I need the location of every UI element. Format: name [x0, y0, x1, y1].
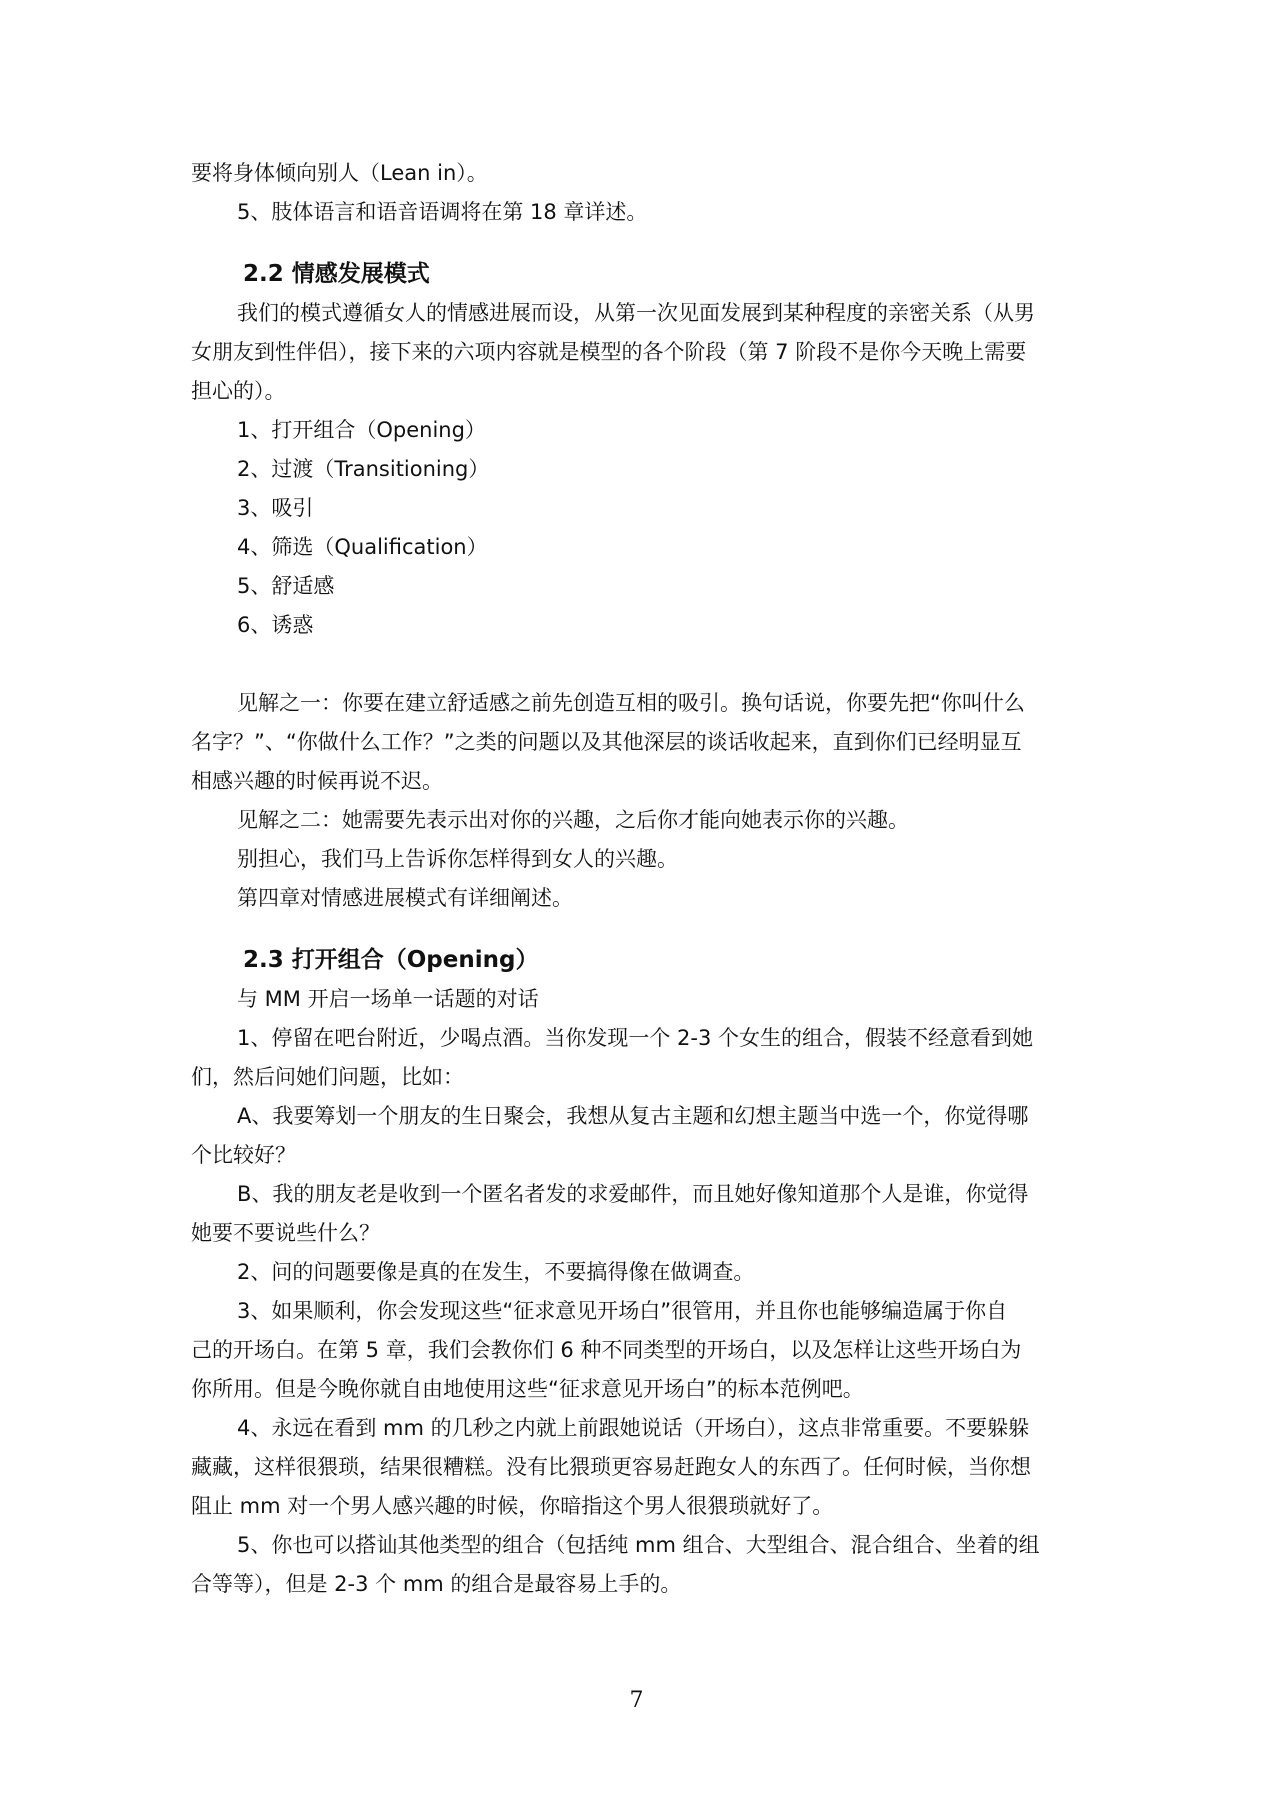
example-b-line: 她要不要说些什么？ — [191, 1221, 380, 1245]
item-five-line: 合等等），但是 2-3 个 mm 的组合是最容易上手的。 — [191, 1572, 682, 1596]
item-one-line: 1、停留在吧台附近，少喝点酒。当你发现一个 2-3 个女生的组合，假装不经意看到她 — [237, 1026, 1034, 1050]
example-b-line: B、我的朋友老是收到一个匿名者发的求爱邮件，而且她好像知道那个人是谁，你觉得 — [237, 1182, 1029, 1206]
paragraph-line: 我们的模式遵循女人的情感进展而设，从第一次见面发展到某种程度的亲密关系（从男 — [237, 301, 1035, 325]
item-three-line: 你所用。但是今晚你就自由地使用这些“征求意见开场白”的标本范例吧。 — [191, 1377, 864, 1401]
section-heading-2-2: 2.2 情感发展模式 — [243, 261, 430, 287]
stage-list-item: 5、舒适感 — [237, 574, 335, 598]
stage-list-item: 2、过渡（Transitioning） — [237, 457, 490, 481]
example-a-line: A、我要筹划一个朋友的生日聚会，我想从复古主题和幻想主题当中选一个，你觉得哪 — [237, 1104, 1029, 1128]
paragraph-line: 担心的）。 — [191, 379, 286, 403]
item-three-line: 己的开场白。在第 5 章，我们会教你们 6 种不同类型的开场白，以及怎样让这些开场白为 — [191, 1338, 1022, 1362]
paragraph-line: 女朋友到性伴侣），接下来的六项内容就是模型的各个阶段（第 7 阶段不是你今天晚上需要 — [191, 340, 1027, 364]
stage-list-item: 6、诱惑 — [237, 613, 314, 637]
insight-one-line: 见解之一：你要在建立舒适感之前先创造互相的吸引。换句话说，你要先把“你叫什么 — [237, 691, 1025, 715]
stage-list-item: 1、打开组合（Opening） — [237, 418, 486, 442]
section-heading-2-3: 2.3 打开组合（Opening） — [243, 947, 539, 973]
insight-one-line: 相感兴趣的时候再说不迟。 — [191, 769, 443, 793]
stage-list-item: 4、筛选（Qualification） — [237, 535, 488, 559]
dont-worry-line: 别担心，我们马上告诉你怎样得到女人的兴趣。 — [237, 847, 678, 871]
insight-two: 见解之二：她需要先表示出对你的兴趣，之后你才能向她表示你的兴趣。 — [237, 808, 909, 832]
item-four-line: 4、永远在看到 mm 的几秒之内就上前跟她说话（开场白），这点非常重要。不要躲躲 — [237, 1416, 1030, 1440]
item-two: 2、问的问题要像是真的在发生，不要搞得像在做调查。 — [237, 1260, 755, 1284]
text-line-body-language: 5、肢体语言和语音语调将在第 18 章详述。 — [237, 200, 648, 224]
stage-list-item: 3、吸引 — [237, 496, 314, 520]
item-three-line: 3、如果顺利，你会发现这些“征求意见开场白”很管用，并且你也能够编造属于你自 — [237, 1299, 1008, 1323]
page-content — [191, 154, 1084, 1604]
section-subtitle: 与 MM 开启一场单一话题的对话 — [237, 987, 539, 1011]
item-four-line: 藏藏，这样很猥琐，结果很糟糕。没有比猥琐更容易赶跑女人的东西了。任何时候，当你想 — [191, 1455, 1031, 1479]
item-five-line: 5、你也可以搭讪其他类型的组合（包括纯 mm 组合、大型组合、混合组合、坐着的组 — [237, 1533, 1040, 1557]
page-number: 7 — [629, 1688, 644, 1713]
item-one-line: 们，然后问她们问题，比如： — [191, 1065, 464, 1089]
insight-one-line: 名字？”、“你做什么工作？”之类的问题以及其他深层的谈话收起来，直到你们已经明显互 — [191, 730, 1022, 754]
chapter-four-note: 第四章对情感进展模式有详细阐述。 — [237, 886, 573, 910]
text-line-lean-in: 要将身体倾向别人（Lean in）。 — [191, 161, 488, 185]
example-a-line: 个比较好？ — [191, 1143, 296, 1167]
item-four-line: 阻止 mm 对一个男人感兴趣的时候，你暗指这个男人很猥琐就好了。 — [191, 1494, 834, 1518]
